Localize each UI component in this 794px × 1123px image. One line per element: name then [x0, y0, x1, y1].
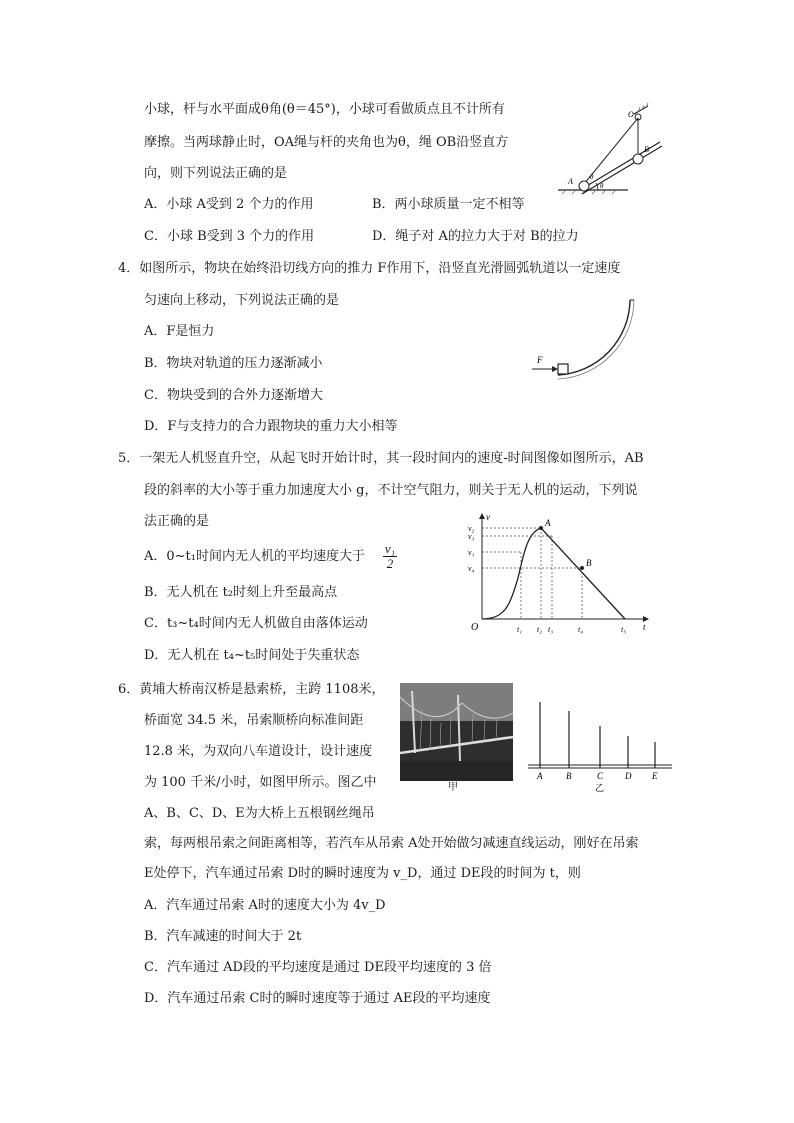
q6-option-a: A．汽车通过吊索 A时的速度大小为 4v_D [144, 898, 386, 913]
q5-option-d: D．无人机在 t₄~t₅时间处于失重状态 [144, 648, 360, 663]
x-tick-label: t₄ [578, 625, 584, 634]
x-tick-label: t₃ [548, 625, 554, 634]
y-tick-label: v₄ [468, 564, 475, 573]
q5-line-3: 法正确的是 [144, 514, 210, 529]
x-tick-label: t₂ [537, 625, 543, 634]
x-axis-label: t [643, 622, 646, 632]
point-label: A [545, 518, 551, 528]
q3-label-a: A [568, 177, 573, 186]
q6-line-7: E处停下，汽车通过吊索 D时的瞬时速度为 v_D，通过 DE段的时间为 t，则 [144, 866, 581, 881]
q5-line-2: 段的斜率的大小等于重力加速度大小 g，不计空气阻力，则关于无人机的运动，下列说 [144, 483, 638, 498]
velocity-curve [482, 528, 625, 619]
cable-label: A [537, 771, 543, 781]
y-axis-label: v [486, 512, 490, 522]
q3-option-b: B．两小球质量一定不相等 [372, 197, 525, 212]
point-label: B [586, 558, 592, 568]
q6-line-5: A、B、C、D、E为大桥上五根钢丝绳吊 [144, 806, 375, 821]
y-tick-label: v₃ [468, 532, 475, 541]
origin-label: O [471, 622, 479, 633]
q6-line-1: 6．黄埔大桥南汉桥是悬索桥，主跨 1108米， [118, 682, 385, 697]
q4-option-a: A．F是恒力 [144, 324, 215, 339]
q6-option-c: C．汽车通过 AD段的平均速度是通过 DE段平均速度的 3 倍 [144, 960, 492, 975]
q3-option-d: D．绳子对 A的拉力大于对 B的拉力 [372, 229, 579, 244]
q5-fraction-numerator: v₁ [384, 541, 396, 556]
q4-line-2: 匀速向上移动，下列说法正确的是 [144, 293, 340, 308]
q3-option-a: A．小球 A受到 2 个力的作用 [144, 197, 314, 212]
cable-diagram [526, 694, 672, 794]
q5-option-b: B．无人机在 t₂时刻上升至最高点 [144, 585, 338, 600]
y-tick-label: v₂ [468, 524, 475, 533]
cable-label: D [625, 771, 632, 781]
q3-label-o: O [628, 110, 634, 119]
q3-line-2: 摩擦。当两球静止时，OA绳与杆的夹角也为θ，绳 OB沿竖直方 [144, 135, 509, 150]
q5-velocity-time-graph [466, 508, 656, 640]
q4-option-d: D．F与支持力的合力跟物块的重力大小相等 [144, 419, 398, 434]
q3-label-theta-2: θ [600, 182, 604, 190]
q4-line-1: 4．如图所示，物块在始终沿切线方向的推力 F作用下，沿竖直光滑圆弧轨道以一定速度 [118, 261, 621, 276]
q5-line-1: 5．一架无人机竖直升空，从起飞时开始计时，其一段时间内的速度-时间图像如图所示，AB [118, 451, 644, 466]
q4-option-c: C．物块受到的合外力逐渐增大 [144, 388, 323, 403]
q3-line-3: 向，则下列说法正确的是 [144, 166, 288, 181]
q4-option-b: B．物块对轨道的压力逐渐减小 [144, 356, 323, 371]
photo-caption: 甲 [448, 782, 458, 793]
q3-rod-figure [556, 104, 666, 194]
q6-option-d: D．汽车通过吊索 C时的瞬时速度等于通过 AE段的平均速度 [144, 991, 491, 1006]
q5-option-c: C．t₃~t₄时间内无人机做自由落体运动 [144, 616, 368, 631]
q3-line-1: 小球，杆与水平面成θ角(θ＝45°)，小球可看做质点且不计所有 [144, 102, 505, 117]
q6-line-6: 索，每两根吊索之间距离相等，若汽车从吊索 A处开始做匀减速直线运动，刚好在吊索 [144, 836, 639, 851]
cable-label: B [566, 771, 572, 781]
q3-option-c: C．小球 B受到 3 个力的作用 [144, 229, 315, 244]
q6-line-3: 12.8 米，为双向八车道设计，设计速度 [144, 744, 373, 759]
q6-line-4: 为 100 千米/小时，如图甲所示。图乙中 [144, 775, 377, 790]
q4-label-f: F [537, 355, 543, 365]
q6-option-b: B．汽车减速的时间大于 2t [144, 929, 302, 944]
q6-line-2: 桥面宽 34.5 米，吊索顺桥向标准间距 [144, 713, 364, 728]
cable-label: C [597, 771, 604, 781]
q5-fraction-denominator: 2 [386, 556, 394, 571]
q3-label-theta-1: θ [590, 173, 594, 181]
point-a [539, 526, 543, 530]
q4-arc-track-figure [528, 296, 640, 382]
figure-caption: 乙 [595, 783, 605, 793]
x-tick-label: t₅ [621, 625, 627, 634]
q5-fraction [383, 542, 397, 571]
q3-label-b: B [644, 145, 649, 154]
cable-label: E [652, 771, 658, 781]
point-b [580, 566, 584, 570]
bridge-photo [400, 683, 513, 781]
x-tick-label: t₁ [517, 625, 523, 634]
y-tick-label: v₁ [468, 548, 475, 557]
q5-option-a: A．0~t₁时间内无人机的平均速度大于 [144, 549, 365, 564]
